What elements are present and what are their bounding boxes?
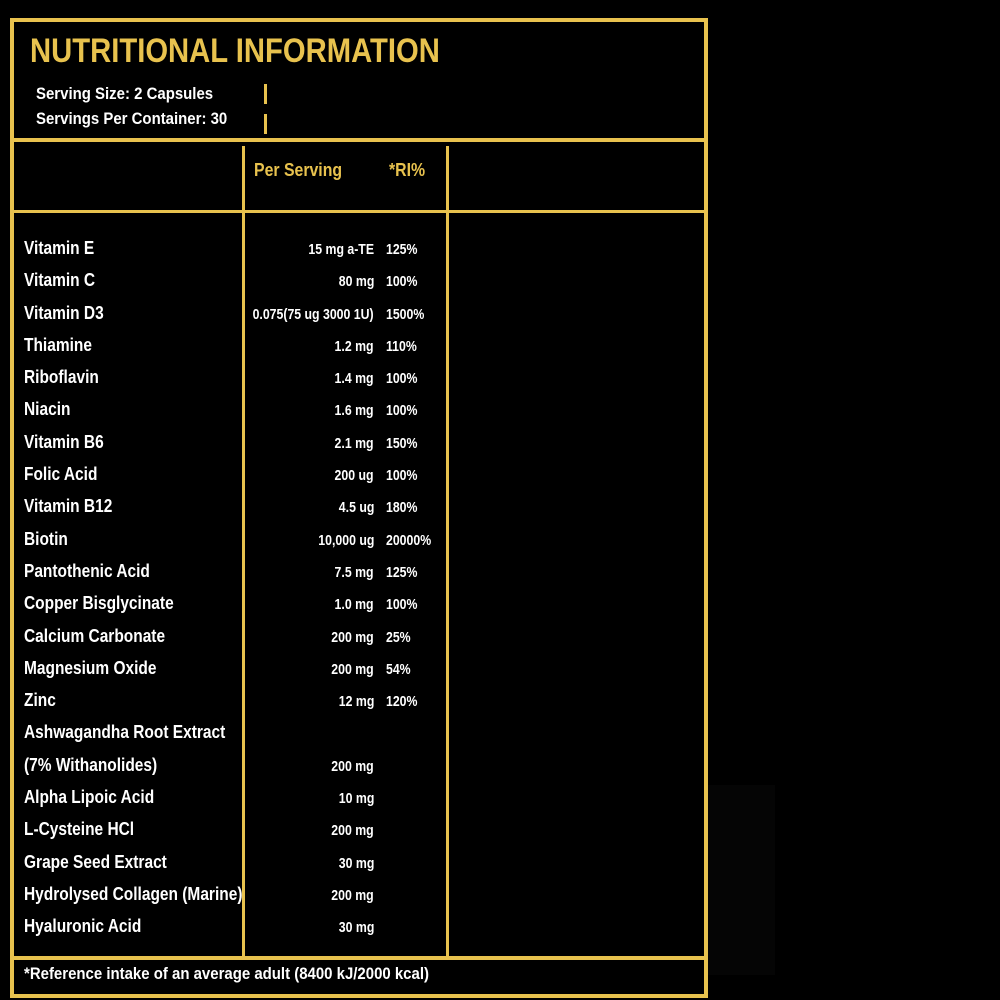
nutrient-row: [14, 335, 704, 367]
nutrient-name: (7% Withanolides): [24, 754, 158, 775]
nutrient-name: Grape Seed Extract: [24, 851, 167, 872]
nutrient-amount: 1.6 mg: [335, 402, 374, 420]
nutrient-amount: 1.2 mg: [335, 337, 374, 355]
nutrient-amount: 7.5 mg: [335, 563, 374, 581]
nutrient-amount: 4.5 ug: [338, 499, 374, 517]
nutrient-name: Vitamin E: [24, 238, 95, 258]
nutrient-name: Pantothenic Acid: [24, 560, 150, 581]
nutrient-name: Niacin: [24, 399, 71, 420]
label-header: [14, 22, 704, 142]
nutrient-row: [14, 561, 704, 593]
nutrient-name: Vitamin C: [24, 270, 96, 291]
nutrient-row: [14, 367, 704, 399]
nutrient-ri-percent: 125%: [386, 241, 418, 258]
nutrient-amount: 200 mg: [331, 886, 374, 904]
nutrient-ri-percent: 125%: [386, 563, 418, 581]
nutrient-name: Vitamin D3: [24, 302, 104, 323]
nutrient-amount: 12 mg: [338, 693, 374, 711]
nutrient-ri-percent: 100%: [386, 402, 418, 420]
nutrient-table: [14, 238, 704, 949]
serving-size: Serving Size: 2 Capsules: [36, 84, 214, 103]
header-tick-mark: [264, 114, 267, 134]
nutrient-row: [14, 916, 704, 948]
nutrient-ri-percent: 100%: [386, 596, 418, 614]
nutrient-row: [14, 658, 704, 690]
nutrient-row: [14, 819, 704, 851]
nutrient-row: [14, 690, 704, 722]
nutrient-name: Vitamin B6: [24, 431, 104, 452]
nutrient-row: [14, 529, 704, 561]
nutrient-amount: 200 mg: [331, 822, 374, 840]
column-header-per-serving: Per Serving: [254, 160, 343, 180]
nutrient-name: Thiamine: [24, 334, 92, 355]
nutrient-row: [14, 432, 704, 464]
nutrient-amount: 0.075(75 ug 3000 1U): [252, 305, 374, 323]
background-panel: [700, 785, 775, 975]
nutrient-ri-percent: 100%: [386, 370, 418, 388]
table-header-divider: [14, 210, 704, 213]
nutrient-name: Biotin: [24, 528, 68, 549]
nutrient-ri-percent: 120%: [386, 693, 418, 711]
nutrient-ri-percent: 110%: [386, 337, 417, 355]
nutrient-amount: 1.4 mg: [335, 370, 374, 388]
nutrient-ri-percent: 25%: [386, 628, 411, 646]
nutrient-amount: 30 mg: [338, 854, 374, 872]
nutrient-name: Hydrolysed Collagen (Marine): [24, 883, 243, 904]
nutrient-name: L-Cysteine HCl: [24, 819, 135, 840]
nutrient-name: Hyaluronic Acid: [24, 916, 142, 937]
nutrient-row: [14, 852, 704, 884]
nutrient-row: [14, 884, 704, 916]
nutrient-row: [14, 270, 704, 302]
nutrient-ri-percent: 180%: [386, 499, 418, 517]
nutrient-ri-percent: 20000%: [386, 531, 432, 549]
nutrient-amount: 80 mg: [338, 273, 374, 291]
nutrient-row: [14, 496, 704, 528]
nutrient-row: [14, 787, 704, 819]
nutrient-name: Magnesium Oxide: [24, 657, 157, 678]
nutrient-amount: 15 mg a-TE: [308, 241, 374, 258]
nutrient-row: [14, 238, 704, 270]
nutrient-amount: 200 ug: [335, 467, 374, 485]
nutrient-row: [14, 722, 704, 754]
nutrient-row: [14, 626, 704, 658]
nutrient-amount: 10 mg: [338, 790, 374, 808]
nutrient-name: Vitamin B12: [24, 496, 113, 517]
nutrient-amount: 10,000 ug: [317, 531, 374, 549]
nutrient-name: Calcium Carbonate: [24, 625, 166, 646]
nutrient-ri-percent: 1500%: [386, 305, 425, 323]
nutrient-row: [14, 464, 704, 496]
nutrient-amount: 30 mg: [338, 919, 374, 937]
reference-intake-footnote: *Reference intake of an average adult (8400 kJ/2000 kcal): [24, 964, 429, 983]
nutrient-ri-percent: 54%: [386, 660, 411, 678]
nutrient-ri-percent: 150%: [386, 434, 418, 452]
nutrient-row: [14, 593, 704, 625]
servings-per-container: Servings Per Container: 30: [36, 109, 228, 128]
nutrient-amount: 200 mg: [331, 628, 374, 646]
nutrient-name: Zinc: [24, 690, 56, 711]
column-header-ri: *RI%: [389, 160, 426, 180]
nutrient-ri-percent: 100%: [386, 467, 418, 485]
nutrient-name: Alpha Lipoic Acid: [24, 787, 155, 808]
nutrient-amount: 200 mg: [331, 660, 374, 678]
label-title: NUTRITIONAL INFORMATION: [30, 32, 440, 70]
nutrient-amount: 200 mg: [331, 757, 374, 775]
nutrient-row: [14, 755, 704, 787]
nutrient-amount: 2.1 mg: [335, 434, 374, 452]
nutrient-name: Folic Acid: [24, 464, 98, 485]
nutrient-amount: 1.0 mg: [335, 596, 374, 614]
nutrient-name: Ashwagandha Root Extract: [24, 722, 226, 743]
nutrient-name: Riboflavin: [24, 367, 99, 388]
footer-divider: [14, 956, 704, 960]
nutrition-label: [10, 18, 708, 998]
header-tick-mark: [264, 84, 267, 104]
nutrient-ri-percent: 100%: [386, 273, 418, 291]
nutrient-row: [14, 303, 704, 335]
nutrient-name: Copper Bisglycinate: [24, 593, 174, 614]
nutrient-row: [14, 399, 704, 431]
